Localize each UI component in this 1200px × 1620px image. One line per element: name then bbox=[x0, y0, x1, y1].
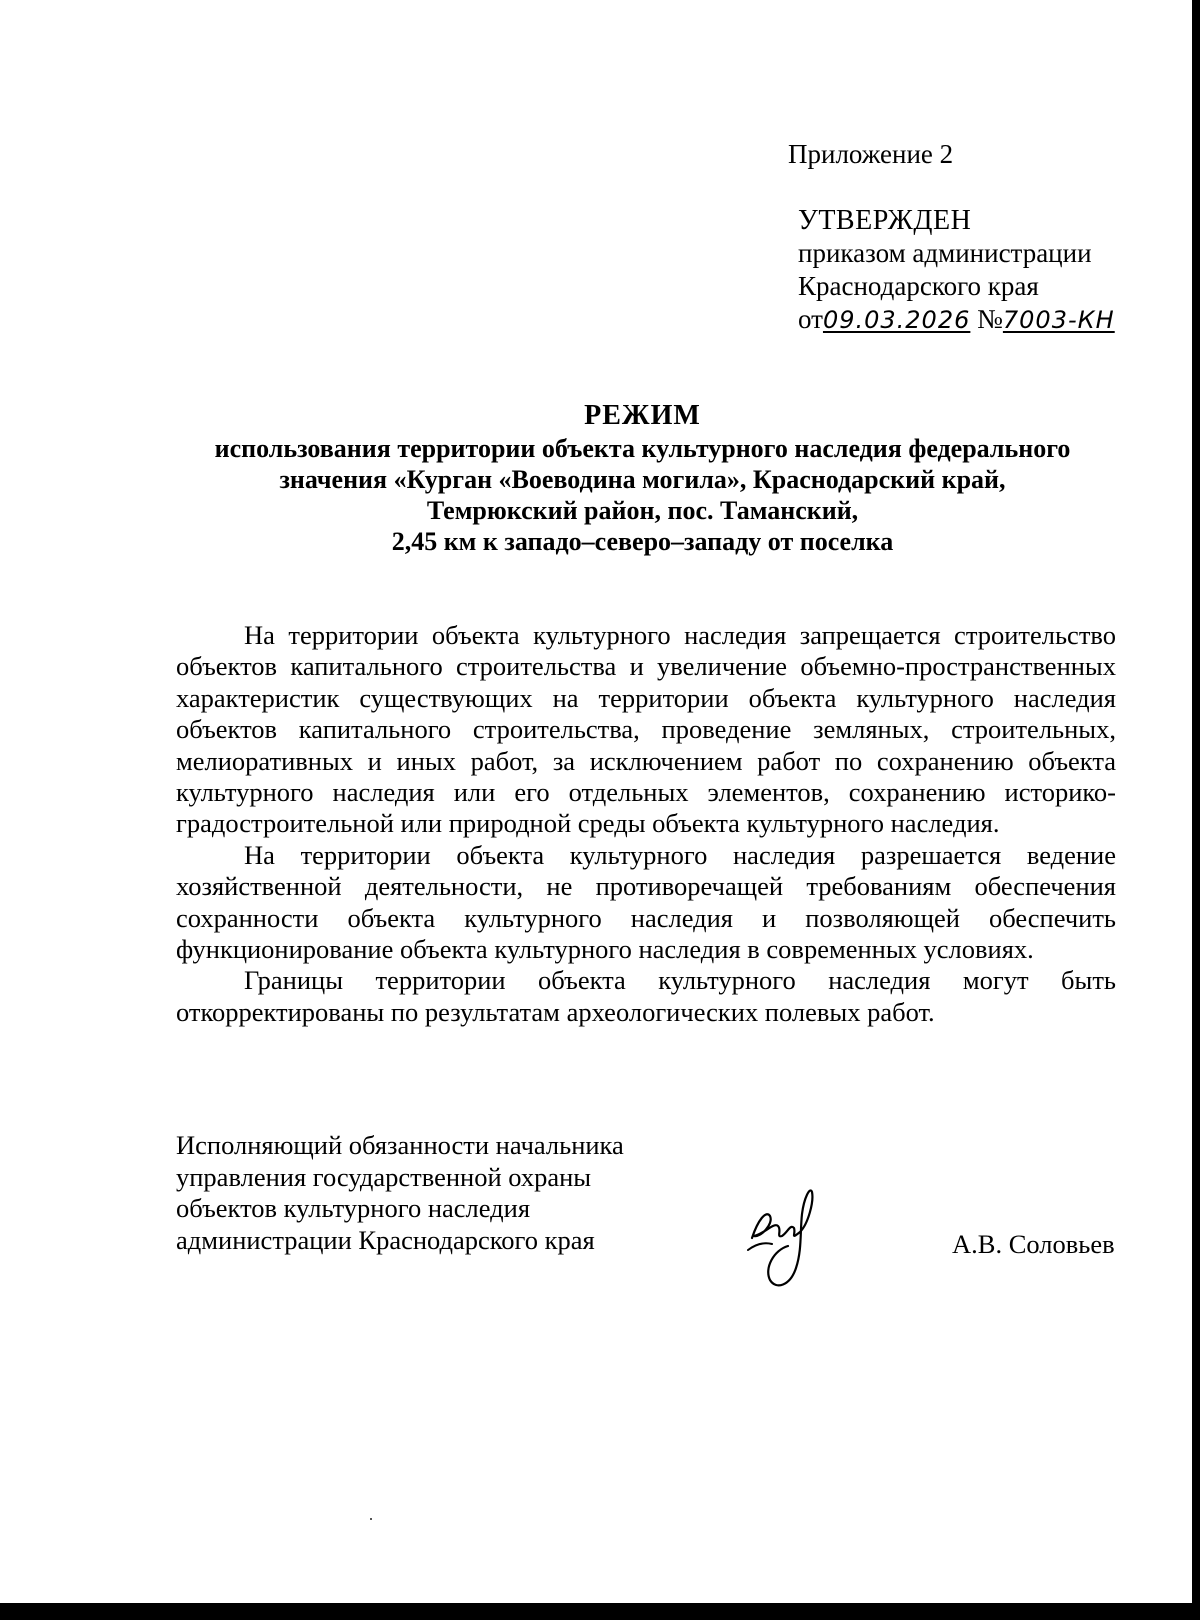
appendix-label: Приложение 2 bbox=[788, 139, 954, 169]
signer-position-line-2: управления государственной охраны bbox=[176, 1161, 592, 1192]
number-prefix: № bbox=[977, 304, 1003, 334]
approval-line-1: приказом администрации bbox=[798, 238, 1092, 268]
title-line-2: значения «Курган «Воеводина могила», Краснодарский край, bbox=[279, 465, 1006, 494]
signer-position-line-1: Исполняющий обязанности начальника bbox=[176, 1130, 624, 1160]
document-body bbox=[176, 620, 1116, 1028]
title-line-1: использования территории объекта культурного наследия федерального bbox=[214, 434, 1071, 463]
signer-position-line-4: администрации Краснодарского края bbox=[176, 1224, 595, 1255]
signer-position bbox=[176, 1130, 624, 1256]
title-line-4: 2,45 км к западо–северо–западу от поселка bbox=[391, 527, 894, 556]
scan-speck bbox=[370, 1518, 372, 1520]
scan-edge-bottom bbox=[0, 1603, 1200, 1620]
order-date: 09.03.2026 bbox=[822, 306, 971, 334]
scan-edge-right bbox=[1192, 0, 1200, 1620]
order-number: 7003-КН bbox=[1002, 306, 1115, 334]
approval-stamp bbox=[798, 204, 1115, 337]
paragraph-boundaries: Границы территории объекта культурного наследия могут быть откорректированы по результатам археологических полевых работ. bbox=[176, 965, 1116, 1027]
paragraph-permission: На территории объекта культурного наследия разрешается ведение хозяйственной деятельности, не противоречащей требованиям обеспечения сохранности объекта культурного наследия и позволяющей обеспечить функционирование объекта культурного наследия в современных условиях. bbox=[176, 839, 1116, 965]
document-title bbox=[120, 400, 1165, 557]
date-prefix: от bbox=[798, 304, 823, 334]
approval-title: УТВЕРЖДЕН bbox=[798, 205, 972, 236]
title-line-3: Темрюкский район, пос. Таманский, bbox=[426, 496, 859, 525]
signer-position-line-3: объектов культурного наследия bbox=[176, 1193, 531, 1223]
order-line bbox=[798, 303, 1115, 337]
title-main: РЕЖИМ bbox=[584, 400, 701, 431]
signer-name: А.В. Соловьев bbox=[952, 1229, 1115, 1259]
paragraph-prohibition: На территории объекта культурного наследия запрещается строительство объектов капитального строительства и увеличение объемно-пространственных характеристик существующих на территории объекта культурного наследия объектов капитального строительства, проведение земляных, строительных, мелиоративных и иных работ, за исключением работ по сохранению объекта культурного наследия или его отдельных элементов, сохранению историко-градостроительной или природной среды объекта культурного наследия. bbox=[176, 620, 1116, 839]
handwritten-signature bbox=[730, 1180, 840, 1330]
approval-line-2: Краснодарского края bbox=[798, 271, 1039, 301]
